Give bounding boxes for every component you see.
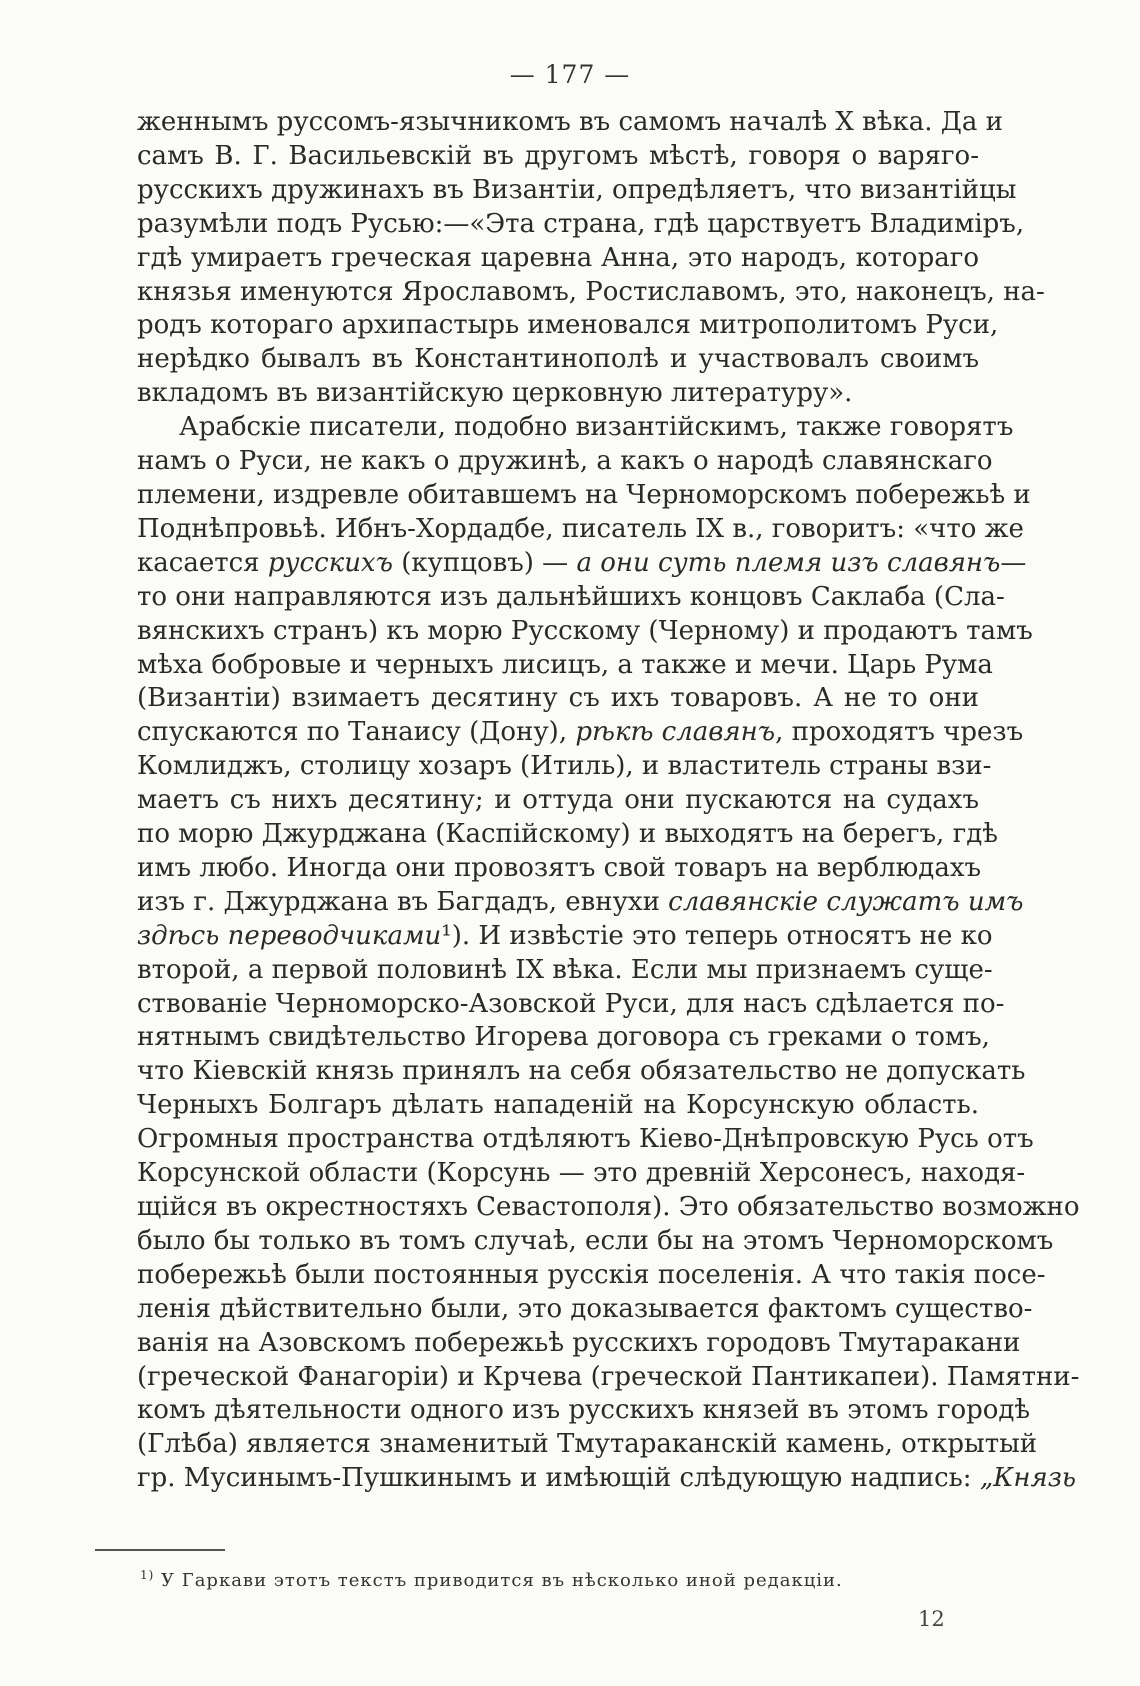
text-segment: касается xyxy=(137,547,268,578)
text-line xyxy=(137,988,1005,1022)
text-line xyxy=(137,547,1027,581)
text-segment: русскихъ дружинахъ въ Византіи, опредѣляетъ, что византійцы xyxy=(137,174,1017,205)
text-segment: маетъ съ нихъ десятину; и оттуда они пускаются на судахъ xyxy=(137,785,979,816)
text-segment: намъ о Руси, не какъ о дружинѣ, а какъ о народѣ славянскаго xyxy=(137,446,993,477)
footnote-text: У Гаркави этотъ текстъ приводится въ нѣсколько иной редакціи. xyxy=(154,1570,843,1591)
text-line xyxy=(137,750,992,784)
text-segment: спускаются по Танаису (Дону), xyxy=(137,717,576,748)
text-line xyxy=(137,886,1024,920)
text-line xyxy=(137,411,1014,445)
text-segment: по морю Джурджана (Каспійскому) и выходятъ на берегъ, гдѣ xyxy=(137,819,998,850)
text-line xyxy=(137,479,1031,513)
footnote xyxy=(140,1568,960,1591)
text-segment: имъ любо. Иногда они провозятъ свой товаръ на верблюдахъ xyxy=(137,852,982,883)
text-line xyxy=(137,920,993,954)
text-segment: разумѣли подъ Русью:—«Эта страна, гдѣ царствуетъ Владиміръ, xyxy=(137,208,1025,239)
text-segment: гдѣ умираетъ греческая царевна Анна, это народъ, котораго xyxy=(137,242,979,273)
italic-segment: здѣсь переводчиками xyxy=(137,920,442,951)
text-segment: ленія дѣйствительно были, это доказывается фактомъ существо- xyxy=(137,1293,1033,1324)
text-line xyxy=(137,1428,1038,1462)
text-segment: щійся въ окрестностяхъ Севастополя). Это обязательство возможно xyxy=(137,1192,1080,1222)
text-line xyxy=(137,106,1004,140)
text-segment: было бы только въ томъ случаѣ, если бы на этомъ Черноморскомъ xyxy=(137,1225,1054,1256)
text-line xyxy=(137,208,1025,242)
text-segment: (Византіи) взимаетъ десятину съ ихъ товаровъ. А не то они xyxy=(137,683,979,714)
text-segment: племени, издревле обитавшемъ на Черноморскомъ побережьѣ и xyxy=(137,479,1031,510)
text-line xyxy=(137,716,1024,750)
footnote-divider xyxy=(95,1549,225,1551)
text-line xyxy=(137,1462,1077,1496)
text-line xyxy=(137,649,993,683)
text-line xyxy=(137,581,1005,615)
text-segment: мѣха бобровые и черныхъ лисицъ, а также и мечи. Царь Рума xyxy=(137,649,993,680)
text-segment: вянскихъ странъ) къ морю Русскому (Черному) и продаютъ тамъ xyxy=(137,615,1033,646)
page-number-header: — 177 — xyxy=(509,60,631,89)
text-segment: (купцовъ) — xyxy=(392,547,577,578)
text-line xyxy=(137,954,993,988)
footnote-marker: 1) xyxy=(140,1568,155,1582)
text-line xyxy=(137,513,1024,547)
italic-segment: „Князь xyxy=(979,1463,1077,1494)
text-segment: Корсунской области (Корсунь — это древній Херсонесъ, находя- xyxy=(137,1158,1026,1189)
text-segment: ¹). И извѣстіе это теперь относятъ не ко xyxy=(441,920,993,951)
text-line xyxy=(137,140,979,174)
text-segment: Черныхъ Болгаръ дѣлать нападеній на Корсунскую область. xyxy=(137,1090,979,1121)
text-segment: нятнымъ свидѣтельство Игорева договора съ греками о томъ, xyxy=(137,1022,990,1053)
text-segment: побережьѣ были постоянныя русскія поселенія. А что такія посе- xyxy=(137,1259,1046,1290)
text-segment: родъ котораго архипастырь именовался митрополитомъ Руси, xyxy=(137,310,999,341)
text-line xyxy=(137,1089,979,1123)
text-segment: Поднѣпровьѣ. Ибнъ-Хордадбе, писатель IX в., говоритъ: «что же xyxy=(137,513,1024,544)
text-line xyxy=(137,1361,1080,1395)
text-segment: нерѣдко бывалъ въ Константинополѣ и участвовалъ своимъ xyxy=(137,344,979,375)
text-line xyxy=(137,1225,1054,1259)
text-segment: Арабскіе писатели, подобно византійскимъ, также говорятъ xyxy=(179,412,1014,443)
italic-segment: русскихъ xyxy=(267,547,393,578)
text-segment: женнымъ руссомъ-язычникомъ въ самомъ началѣ X вѣка. Да и xyxy=(137,107,1004,137)
italic-segment: а они суть племя изъ славянъ xyxy=(576,547,1001,578)
text-line xyxy=(137,174,1017,208)
text-line xyxy=(137,818,998,852)
text-line xyxy=(137,1055,1026,1089)
text-line xyxy=(137,343,979,377)
text-line xyxy=(137,1259,1046,1293)
text-segment: Комлиджъ, столицу хозаръ (Итиль), и властитель страны взи- xyxy=(137,751,992,782)
text-line xyxy=(137,1123,1034,1157)
text-segment: (Глѣба) является знаменитый Тмутараканскій камень, открытый xyxy=(137,1429,1038,1460)
text-segment: вкладомъ въ византійскую церковную литературу». xyxy=(137,378,853,409)
text-line xyxy=(137,445,993,479)
text-line xyxy=(137,309,999,343)
main-text xyxy=(137,106,1080,1496)
text-segment: что Кіевскій князь принялъ на себя обязательство не допускать xyxy=(137,1056,1026,1087)
text-line xyxy=(137,852,982,886)
text-segment: изъ г. Джурджана въ Багдадъ, евнухи xyxy=(137,886,669,917)
text-segment: — xyxy=(1000,547,1027,578)
text-segment: гр. Мусинымъ-Пушкинымъ и имѣющій слѣдующую надпись: xyxy=(137,1463,980,1494)
text-segment: ствованіе Черноморско-Азовской Руси, для насъ сдѣлается по- xyxy=(137,988,1005,1019)
text-line xyxy=(137,682,979,716)
text-segment: то они направляются изъ дальнѣйшихъ концовъ Саклаба (Сла- xyxy=(137,581,1005,612)
text-segment: (греческой Фанагоріи) и Крчева (греческой Пантикапеи). Памятни- xyxy=(137,1361,1080,1392)
text-line xyxy=(137,1191,1080,1225)
italic-segment: рѣкѣ славянъ xyxy=(575,717,776,748)
text-segment: Огромныя пространства отдѣляютъ Кіево-Днѣпровскую Русь отъ xyxy=(137,1124,1034,1155)
text-line xyxy=(137,784,979,818)
text-segment: самъ В. Г. Васильевскій въ другомъ мѣстѣ, говоря о варяго- xyxy=(137,140,979,171)
signature-mark: 12 xyxy=(918,1607,945,1631)
text-line xyxy=(137,1021,990,1055)
text-line xyxy=(137,1157,1026,1191)
text-line xyxy=(137,276,1045,310)
text-segment: ванія на Азовскомъ побережьѣ русскихъ городовъ Тмутаракани xyxy=(137,1327,1021,1358)
text-segment: комъ дѣятельности одного изъ русскихъ князей въ этомъ городѣ xyxy=(137,1395,1031,1426)
text-segment: второй, а первой половинѣ IX вѣка. Если мы признаемъ суще- xyxy=(137,954,993,985)
text-segment: князья именуются Ярославомъ, Ростиславомъ, это, наконецъ, на- xyxy=(137,276,1045,307)
text-line xyxy=(137,615,1033,649)
text-line xyxy=(137,377,979,411)
italic-segment: славянскіе служатъ имъ xyxy=(668,886,1024,917)
text-line xyxy=(137,1293,1033,1327)
text-line xyxy=(137,242,979,276)
text-line xyxy=(137,1394,1031,1428)
text-segment: , проходятъ чрезъ xyxy=(775,717,1024,748)
text-line xyxy=(137,1327,1021,1361)
